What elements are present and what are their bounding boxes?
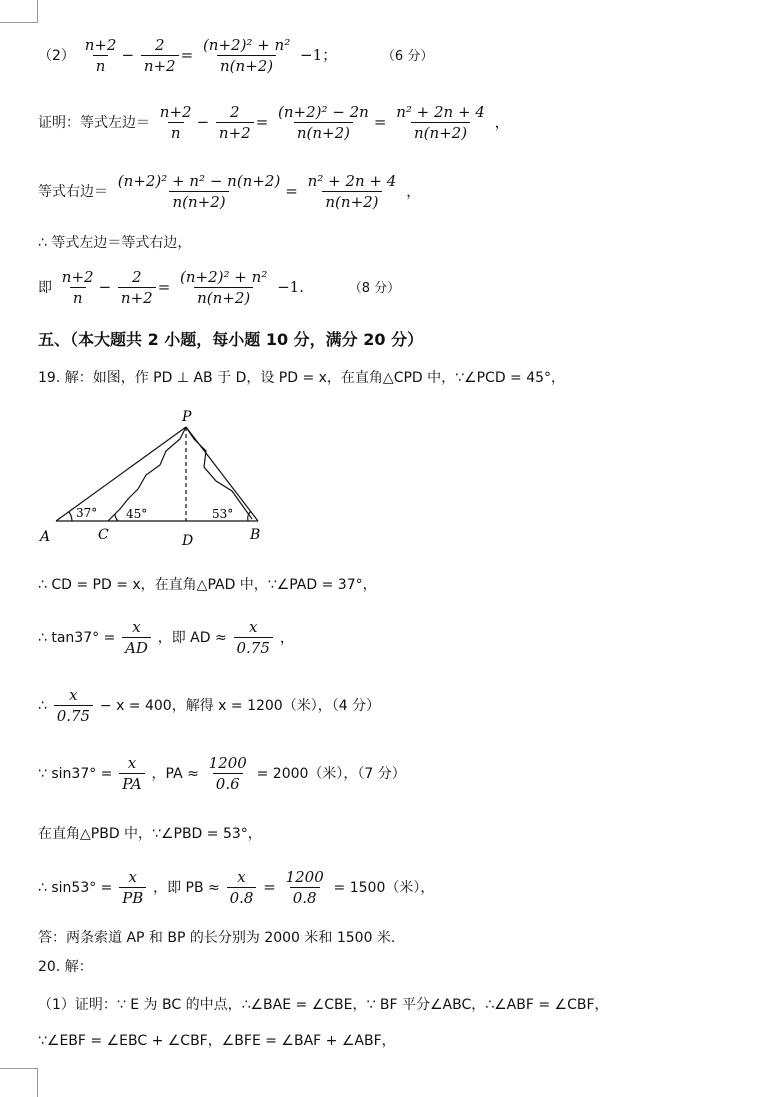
fraction: $\frac{x}{0.8}$ (227, 870, 257, 906)
label-b: B (250, 527, 261, 543)
angle-45: 45° (126, 507, 148, 521)
triangle-figure (36, 405, 276, 550)
fraction: $\frac{1200}{0.6}$ (208, 754, 247, 793)
label-d: D (182, 533, 194, 549)
fraction: $\frac{1200}{0.8}$ (285, 868, 324, 907)
label-c: C (98, 527, 109, 543)
fraction: $\frac{\text{(n+2)² − 2n}}{n(n+2)}$ (278, 103, 369, 142)
conclusion-line: ∴ 等式左边＝等式右边， (38, 235, 192, 251)
angle-53: 53° (212, 507, 234, 521)
identity-line: 即 $\frac{n+2}{n}$ − $\frac{2}{n+2}$ = $\frac{\text{(n+2)² + n²}}{n(n+2)}$ −1. （8 分） (38, 268, 401, 307)
fraction: $\frac{x}{0.75}$ (54, 688, 93, 724)
q19-step5: 在直角△PBD 中，∵∠PBD = 53°， (38, 826, 262, 842)
q19-intro: 19. 解：如图，作 PD ⊥ AB 于 D，设 PD = x，在直角△CPD 中，∵∠PCD = 45°， (38, 370, 566, 386)
fraction: $\frac{x}{AD}$ (122, 620, 151, 656)
q19-step3: ∴ $\frac{x}{0.75}$ − x = 400，解得 x = 1200（米），（4 分） (38, 686, 381, 725)
q19-step6: ∴ sin53° = $\frac{x}{PB}$ ，即 PB ≈ $\frac{x}{0.8}$ = $\frac{1200}{0.8}$ = 1500（米）， (38, 868, 435, 907)
label-p: P (182, 409, 192, 425)
q20-line2: ∵∠EBF = ∠EBC + ∠CBF，∠BFE = ∠BAF + ∠ABF， (38, 1033, 396, 1049)
fraction: $\frac{n+2}{n}$ (84, 36, 117, 75)
fraction: $\frac{\text{(n+2)² + n²}}{n(n+2)}$ (180, 268, 268, 307)
q19-step2: ∴ tan37° = $\frac{x}{AD}$ ，即 AD ≈ $\frac{x}{0.75}$ ， (38, 618, 295, 657)
proof-left-side: 证明：等式左边＝ $\frac{n+2}{n}$ − $\frac{2}{n+2}$ = $\frac{\text{(n+2)² − 2n}}{n(n+2)}$ = $\frac{\text{n² + 2n + 4}}{n(n+2)}$ ， (38, 103, 510, 142)
top-left-corner-mark (0, 0, 38, 23)
q20-title: 20. 解： (38, 959, 93, 975)
label-a: A (40, 529, 51, 545)
fraction: $\frac{\text{(n+2)² + n² − n(n+2)}}{n(n+2)}$ (117, 172, 281, 211)
proof-right-side: 等式右边＝ $\frac{\text{(n+2)² + n² − n(n+2)}}{n(n+2)}$ = $\frac{\text{n² + 2n + 4}}{n(n+2)}$ ， (38, 172, 422, 211)
q19-step4: ∵ sin37° = $\frac{x}{PA}$ ，PA ≈ $\frac{1200}{0.6}$ = 2000（米），（7 分） (38, 754, 406, 793)
section5-heading: 五、（本大题共 2 小题，每小题 10 分，满分 20 分） (38, 330, 424, 349)
fraction: $\frac{n+2}{n}$ (61, 268, 94, 307)
fraction: $\frac{x}{PB}$ (119, 870, 146, 906)
angle-37: 37° (76, 506, 98, 520)
fraction: $\frac{2}{n+2}$ (216, 105, 254, 141)
fraction: $\frac{x}{0.75}$ (234, 620, 273, 656)
bottom-left-corner-mark (0, 1068, 38, 1097)
fraction: $\frac{x}{PA}$ (119, 756, 145, 792)
fraction: $\frac{2}{n+2}$ (118, 270, 156, 306)
fraction: $\frac{2}{n+2}$ (141, 38, 179, 74)
fraction: $\frac{\text{n² + 2n + 4}}{n(n+2)}$ (396, 103, 485, 142)
q19-step1: ∴ CD = PD = x，在直角△PAD 中，∵∠PAD = 37°， (38, 577, 377, 593)
fraction: $\frac{\text{n² + 2n + 4}}{n(n+2)}$ (307, 172, 397, 211)
part2-equation: （2） $\frac{n+2}{n}$ − $\frac{2}{n+2}$ = $\frac{\text{(n+2)² + n²}}{n(n+2)}$ −1； （6 分） (38, 36, 434, 75)
fraction: $\frac{n+2}{n}$ (159, 103, 192, 142)
q20-line1: （1）证明：∵ E 为 BC 的中点，∴∠BAE = ∠CBE，∵ BF 平分∠ABC，∴∠ABF = ∠CBF， (38, 997, 609, 1013)
q19-answer: 答：两条索道 AP 和 BP 的长分别为 2000 米和 1500 米. (38, 930, 396, 946)
fraction: $\frac{\text{(n+2)² + n²}}{n(n+2)}$ (202, 36, 291, 75)
